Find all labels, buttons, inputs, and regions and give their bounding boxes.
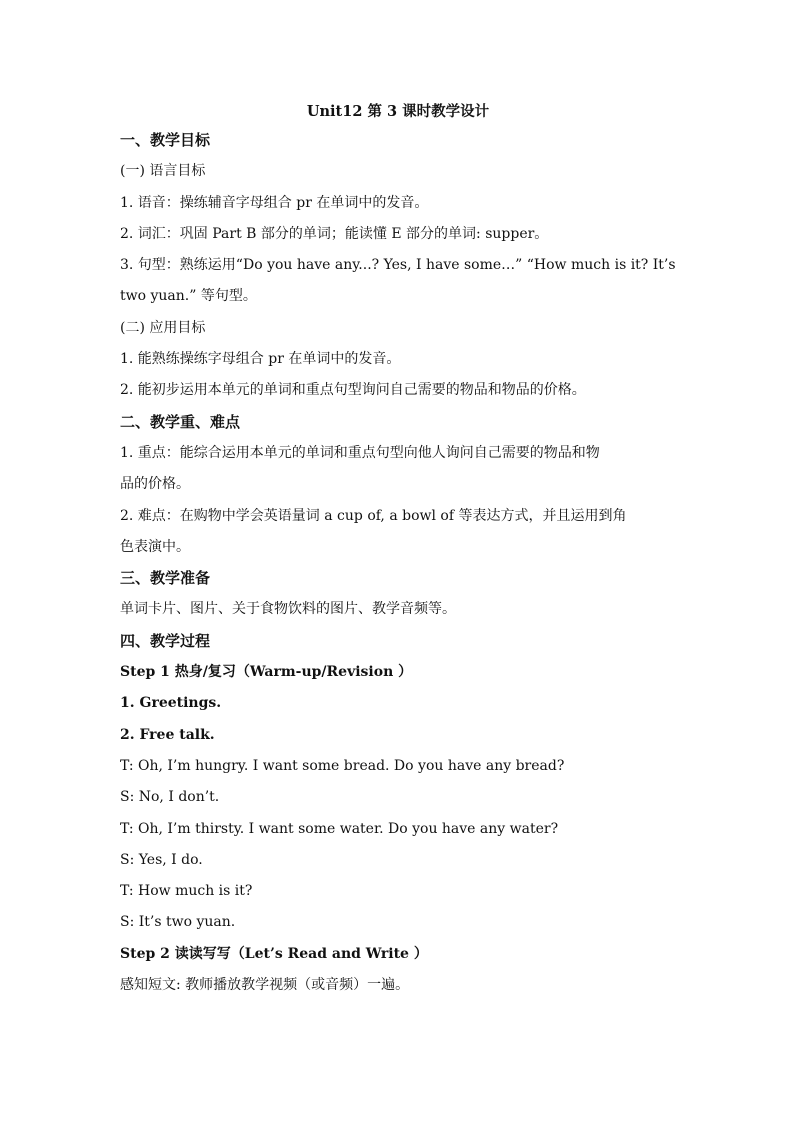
step-heading: Step 2 读读写写（Let’s Read and Write ） <box>120 945 428 962</box>
paragraph-line: 2. 难点：在购物中学会英语量词 a cup of, a bowl of 等表达方式，并且运用到角 <box>120 507 627 524</box>
dialogue-line: T: How much is it? <box>120 883 253 900</box>
step-heading: Step 1 热身/复习（Warm-up/Revision ） <box>120 664 413 681</box>
paragraph-line: 1. 语音：操练辅音字母组合 pr 在单词中的发音。 <box>120 194 429 211</box>
section-heading-key-points: 二、教学重、难点 <box>120 412 241 431</box>
step-item: 1. Greetings. <box>120 695 222 712</box>
paragraph-line: 2. 能初步运用本单元的单词和重点句型询问自己需要的物品和物品的价格。 <box>120 382 586 399</box>
paragraph-line: 感知短文: 教师播放教学视频（或音频）一遍。 <box>120 977 410 994</box>
paragraph-line: two yuan.” 等句型。 <box>120 288 257 305</box>
paragraph-line: 1. 能熟练操练字母组合 pr 在单词中的发音。 <box>120 351 401 368</box>
dialogue-line: S: No, I don’t. <box>120 789 220 806</box>
dialogue-line: S: It’s two yuan. <box>120 914 236 931</box>
paragraph-line: 1. 重点：能综合运用本单元的单词和重点句型向他人询问自己需要的物品和物 <box>120 444 600 461</box>
paragraph-line: 品的价格。 <box>120 476 190 493</box>
subsection-language-goals: (一) 语言目标 <box>120 163 206 180</box>
section-heading-objectives: 一、教学目标 <box>120 131 211 149</box>
paragraph-line: 单词卡片、图片、关于食物饮料的图片、教学音频等。 <box>120 601 456 618</box>
paragraph-line: 2. 词汇：巩固 Part B 部分的单词；能读懂 E 部分的单词: supper。 <box>120 225 549 242</box>
section-heading-preparation: 三、教学准备 <box>120 569 211 588</box>
section-heading-process: 四、教学过程 <box>120 631 211 650</box>
dialogue-line: S: Yes, I do. <box>120 851 203 868</box>
step-item: 2. Free talk. <box>120 726 215 743</box>
document-page <box>120 100 676 1004</box>
dialogue-line: T: Oh, I’m thirsty. I want some water. Do you have any water? <box>120 820 559 837</box>
paragraph-line: 色表演中。 <box>120 538 190 555</box>
paragraph-line: 3. 句型：熟练运用“Do you have any...? Yes, I have some…” “How much is it? It’s <box>120 257 676 274</box>
subsection-application-goals: (二) 应用目标 <box>120 319 206 336</box>
dialogue-line: T: Oh, I’m hungry. I want some bread. Do you have any bread? <box>120 757 565 774</box>
document-title: Unit12 第 3 课时教学设计 <box>306 103 490 120</box>
